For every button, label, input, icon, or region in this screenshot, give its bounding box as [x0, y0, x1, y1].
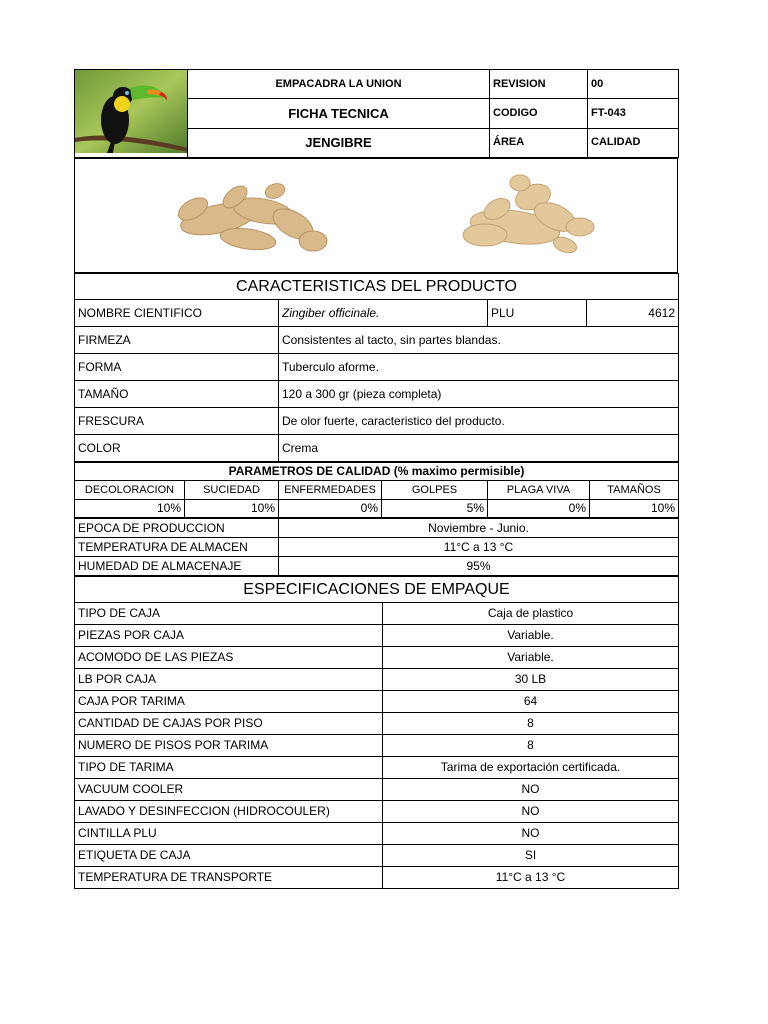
- quality-category: GOLPES: [382, 481, 488, 500]
- packaging-value: 30 LB: [383, 669, 679, 691]
- humidity-label: HUMEDAD DE ALMACENAJE: [75, 557, 279, 576]
- characteristic-label: FORMA: [75, 354, 279, 381]
- codigo-label: CODIGO: [490, 99, 588, 128]
- packaging-label: ETIQUETA DE CAJA: [75, 845, 383, 867]
- quality-title: PARAMETROS DE CALIDAD (% maximo permisible): [75, 463, 679, 481]
- packaging-table: [74, 576, 679, 889]
- characteristic-label: TAMAÑO: [75, 381, 279, 408]
- humidity-value: 95%: [279, 557, 679, 576]
- area-value: CALIDAD: [588, 128, 679, 157]
- packaging-label: NUMERO DE PISOS POR TARIMA: [75, 735, 383, 757]
- characteristic-value: De olor fuerte, caracteristico del producto.: [279, 408, 679, 435]
- packaging-label: PIEZAS POR CAJA: [75, 625, 383, 647]
- packaging-value: 8: [383, 735, 679, 757]
- characteristic-label: FRESCURA: [75, 408, 279, 435]
- scientific-name-value: Zingiber officinale.: [279, 300, 488, 327]
- plu-label: PLU: [488, 300, 587, 327]
- quality-table: [74, 462, 679, 518]
- characteristic-label: COLOR: [75, 435, 279, 462]
- characteristic-value: 120 a 300 gr (pieza completa): [279, 381, 679, 408]
- quality-value: 10%: [185, 500, 279, 518]
- packaging-label: LB POR CAJA: [75, 669, 383, 691]
- product-images-cell: [75, 159, 678, 273]
- quality-category: ENFERMEDADES: [279, 481, 382, 500]
- packaging-value: 64: [383, 691, 679, 713]
- characteristic-value: Crema: [279, 435, 679, 462]
- packaging-value: 8: [383, 713, 679, 735]
- characteristic-value: Tuberculo aforme.: [279, 354, 679, 381]
- packaging-label: TIPO DE CAJA: [75, 603, 383, 625]
- epoca-label: EPOCA DE PRODUCCION: [75, 519, 279, 538]
- ginger-image-left: [163, 169, 343, 259]
- packaging-value: Variable.: [383, 625, 679, 647]
- packaging-value: Caja de plastico: [383, 603, 679, 625]
- packaging-value: NO: [383, 823, 679, 845]
- revision-value: 00: [588, 70, 679, 99]
- logo-cell: [75, 70, 188, 158]
- packaging-value: Variable.: [383, 647, 679, 669]
- storage-table: [74, 518, 679, 576]
- technical-sheet: [74, 69, 678, 889]
- codigo-value: FT-043: [588, 99, 679, 128]
- product-images-table: [74, 158, 678, 273]
- ginger-image-right: [445, 167, 605, 259]
- quality-value: 10%: [75, 500, 185, 518]
- product-name: JENGIBRE: [188, 128, 490, 157]
- packaging-value: NO: [383, 779, 679, 801]
- quality-category: DECOLORACION: [75, 481, 185, 500]
- packaging-value: SI: [383, 845, 679, 867]
- storage-temp-label: TEMPERATURA DE ALMACEN: [75, 538, 279, 557]
- quality-value: 5%: [382, 500, 488, 518]
- epoca-value: Noviembre - Junio.: [279, 519, 679, 538]
- packaging-label: CINTILLA PLU: [75, 823, 383, 845]
- scientific-name-label: NOMBRE CIENTIFICO: [75, 300, 279, 327]
- plu-value: 4612: [587, 300, 679, 327]
- revision-label: REVISION: [490, 70, 588, 99]
- quality-value: 10%: [590, 500, 679, 518]
- quality-value: 0%: [279, 500, 382, 518]
- quality-category: TAMAÑOS: [590, 481, 679, 500]
- quality-value: 0%: [488, 500, 590, 518]
- characteristic-label: FIRMEZA: [75, 327, 279, 354]
- packaging-value: NO: [383, 801, 679, 823]
- packaging-value: Tarima de exportación certificada.: [383, 757, 679, 779]
- quality-category: SUCIEDAD: [185, 481, 279, 500]
- packaging-value: 11°C a 13 °C: [383, 867, 679, 889]
- company-name: EMPACADRA LA UNION: [188, 70, 490, 99]
- packaging-label: LAVADO Y DESINFECCION (HIDROCOULER): [75, 801, 383, 823]
- packaging-label: CANTIDAD DE CAJAS POR PISO: [75, 713, 383, 735]
- characteristic-value: Consistentes al tacto, sin partes blandas.: [279, 327, 679, 354]
- header-table: [74, 69, 679, 158]
- characteristics-title: CARACTERISTICAS DEL PRODUCTO: [75, 274, 679, 300]
- characteristics-table: [74, 273, 679, 462]
- packaging-label: CAJA POR TARIMA: [75, 691, 383, 713]
- quality-category: PLAGA VIVA: [488, 481, 590, 500]
- storage-temp-value: 11°C a 13 °C: [279, 538, 679, 557]
- document-type: FICHA TECNICA: [188, 99, 490, 128]
- packaging-label: TEMPERATURA DE TRANSPORTE: [75, 867, 383, 889]
- packaging-label: ACOMODO DE LAS PIEZAS: [75, 647, 383, 669]
- area-label: ÁREA: [490, 128, 588, 157]
- packaging-title: ESPECIFICACIONES DE EMPAQUE: [75, 577, 679, 603]
- packaging-label: VACUUM COOLER: [75, 779, 383, 801]
- packaging-label: TIPO DE TARIMA: [75, 757, 383, 779]
- toucan-logo-image: [75, 70, 188, 153]
